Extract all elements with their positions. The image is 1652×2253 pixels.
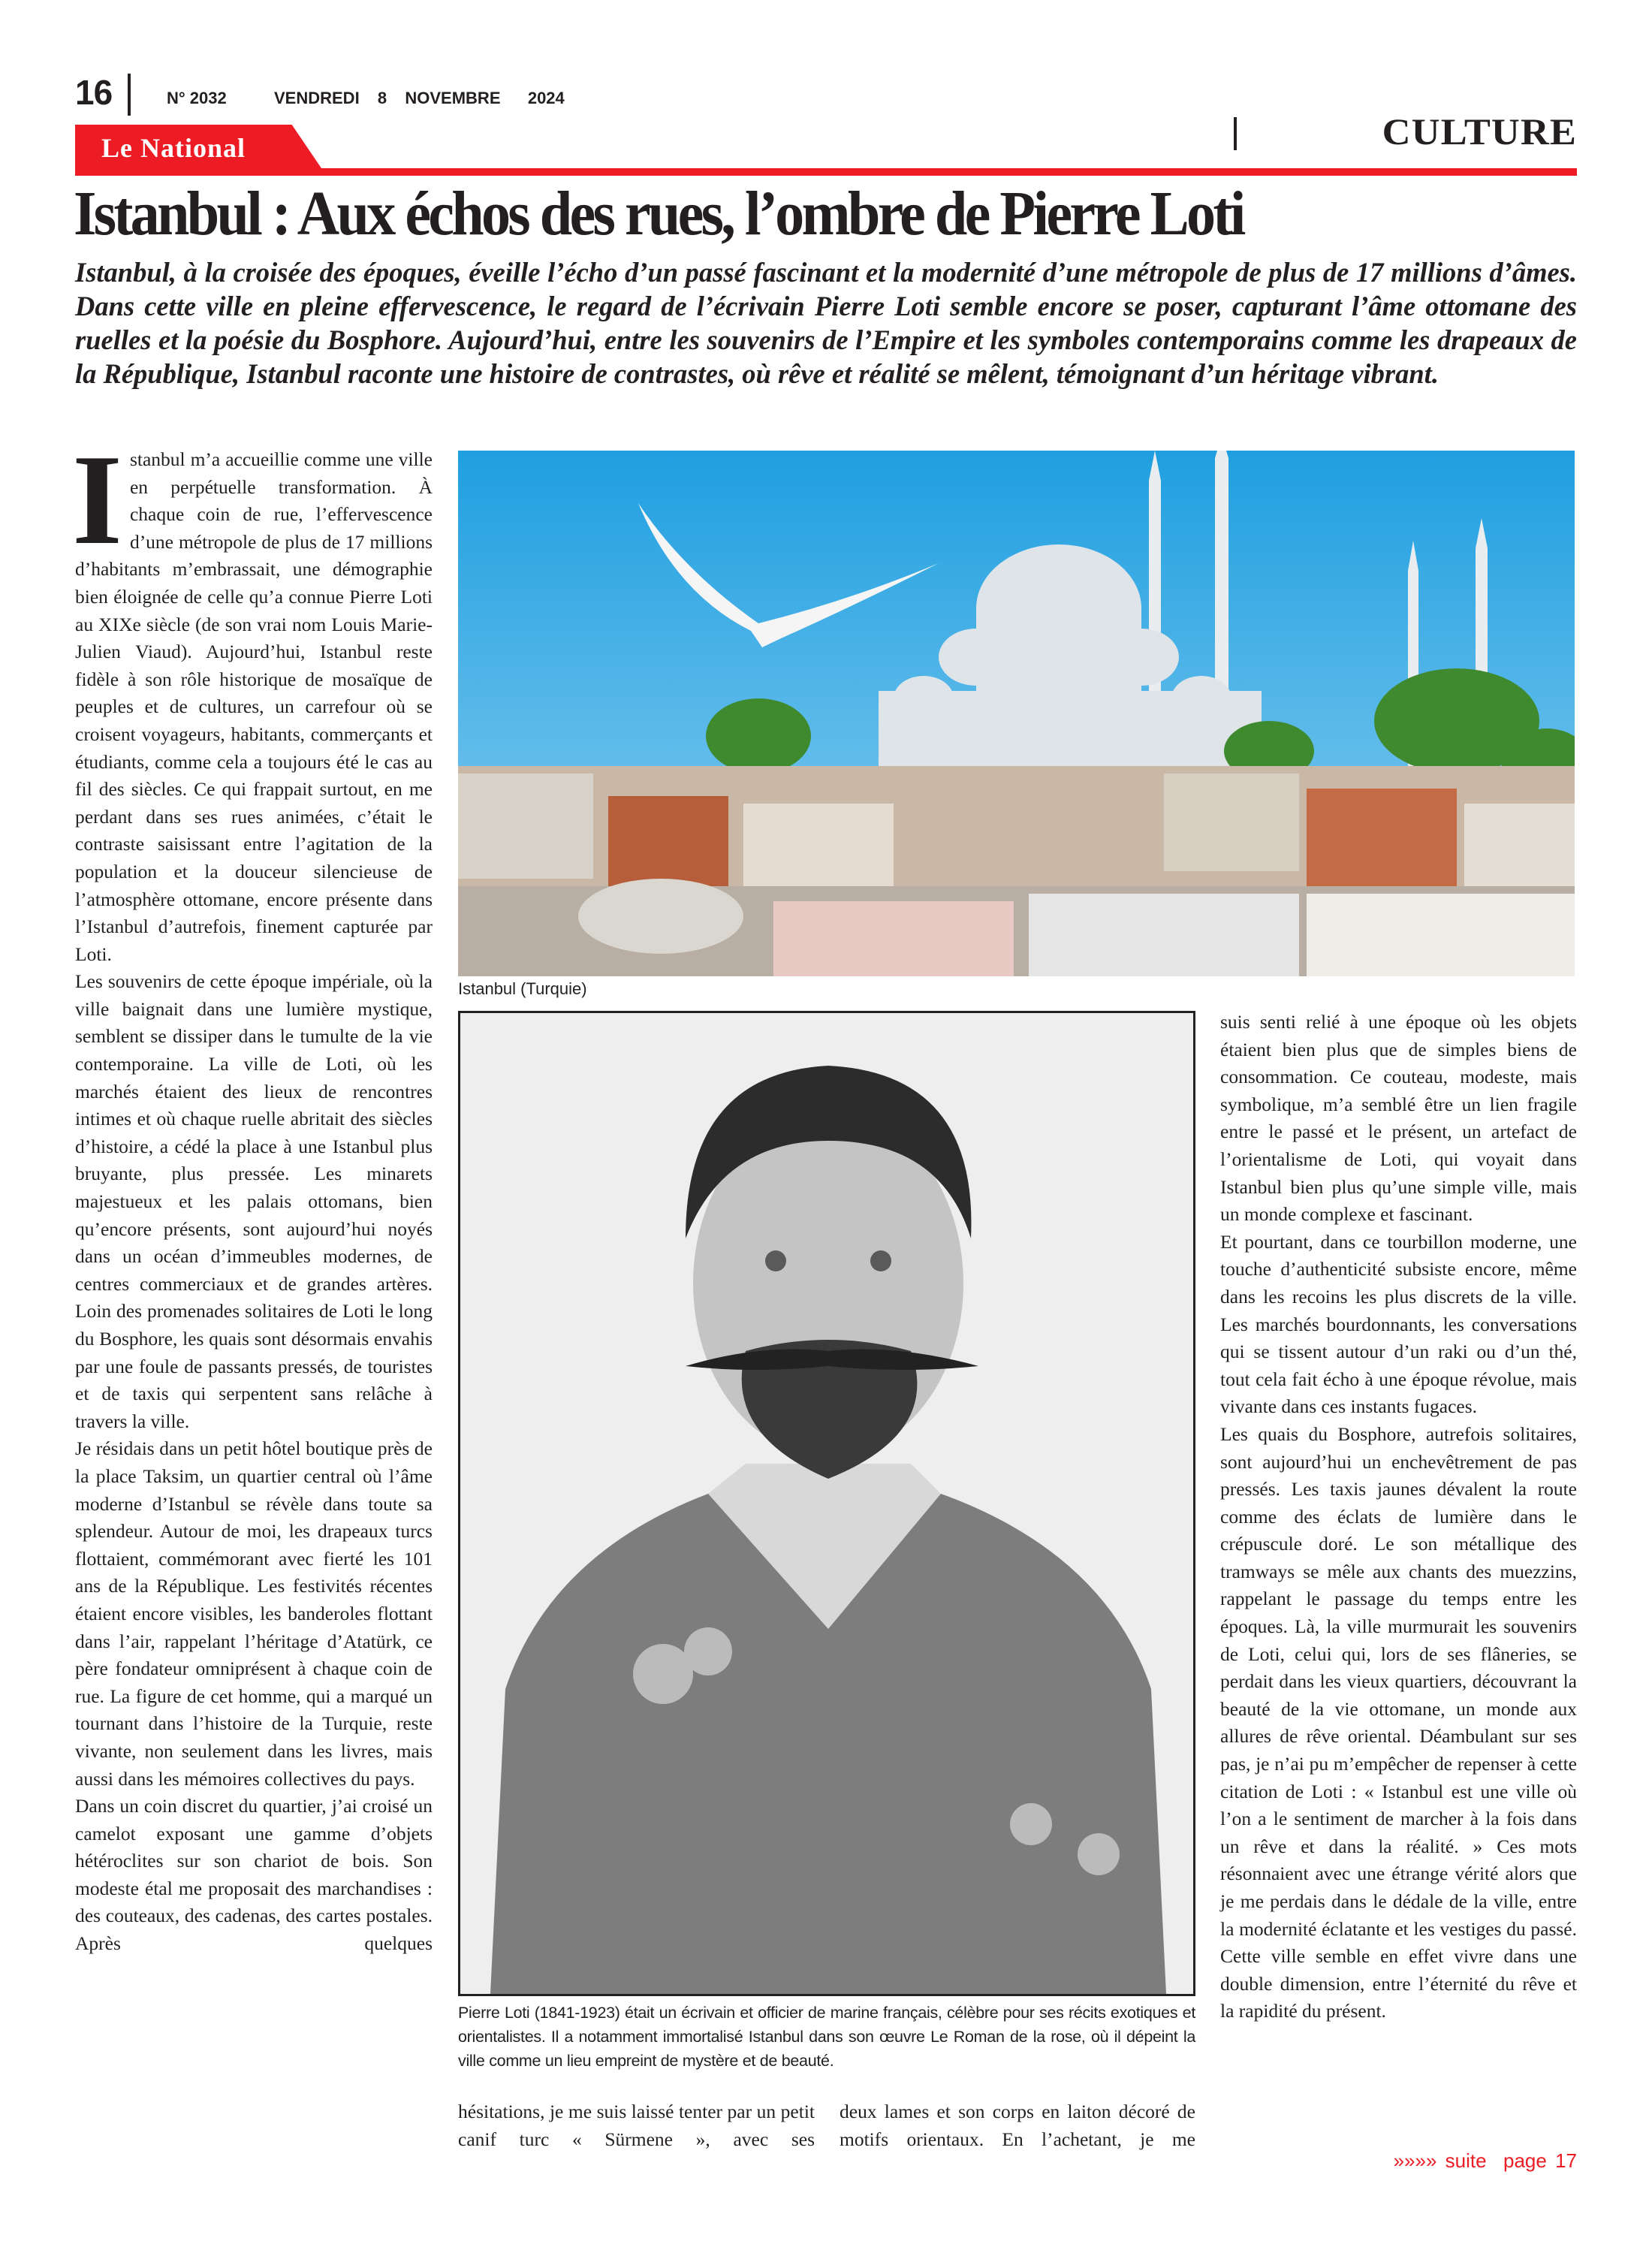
left-column — [72, 429, 433, 1958]
paragraph: Dans un coin discret du quartier, j’ai croisé un camelot exposant une gamme d’objets hétéroclites sur son chariot de bois. Son modeste étal me proposait des marchandises : des couteaux, des cadenas, des cartes postales. Après quelques — [75, 1795, 433, 1955]
divider — [128, 74, 131, 116]
paragraph-text: stanbul m’a accueillie comme une ville en perpétuelle transformation. À chaque coin de rue, l’effervescence d’une métropole de plus de 17 millions d’habitants m’embrassait, une démographie bien éloignée de celle qu’a connue Pierre Loti au XIXe siècle (de son vrai nom Louis Marie-Julien Viaud). Aujourd’hui, Istanbul reste fidèle à son rôle historique de mosaïque de peuples et de cultures, un carrefour où se croisent voyageurs, habitants, commerçants et étudiants, comme cela a toujours été le cas au fil des siècles. Ce qui frappait surtout, en me perdant dans ses rues animées, c’était le contraste saisissant entre l’agitation de la population et la douceur silencieuse de l’atmosphère ottomane, encore présente dans l’Istanbul d’autrefois, finement capturée par Loti. — [75, 448, 433, 965]
portrait-engraving-image — [460, 1013, 1193, 1994]
right-column — [1220, 1009, 1577, 2025]
paragraph — [72, 429, 433, 968]
paragraph: suis senti relié à une époque où les objets étaient bien plus que de simples biens de consommation. Ce couteau, modeste, mais symbolique, m’a semblé être un lien fragile entre le passé et le présent, un artefact de l’orientalisme de Loti, qui voyait dans Istanbul bien plus qu’une simple ville, mais un monde complexe et fascinant. — [1220, 1011, 1577, 1226]
pierre-loti-portrait — [458, 1011, 1195, 1996]
paragraph: Les quais du Bosphore, autrefois solitaires, sont aujourd’hui un enchevêtrement de pas pressés. Les taxis jaunes dévalent la route comme des éclats de lumière dans le crépuscule doré. Le son métallique des tramways se mêle aux chants des muezzins, rappelant le passage du temps entre les époques. Là, la ville murmurait les souvenirs de Loti, celui qui, lors de ses flâneries, se perdait dans les vieux quartiers, découvrant la beauté de la vie ottomane, un monde aux allures de rêve oriental. Déambulant sur ses pas, je n’ai pu m’empêcher de repenser à cette citation de Loti : « Istanbul est une ville où l’on a le sentiment de marcher à la fois dans un rêve et dans la réalité. » Ces mots résonnaient avec une étrange vérité alors que je me perdais dans le dédale de la ville, entre la modernité éclatante et les vestiges du passé. Cette ville semble en effet vivre dans une double dimension, entre l’éternité du rêve et la rapidité du présent. — [1220, 1422, 1577, 2022]
portrait-caption: Pierre Loti (1841-1923) était un écrivain et officier de marine français, célèbre pour ses récits exotiques et orientalistes. Il a notamment immortalisé Istanbul dans son œuvre Le Roman de la rose, où il dépeint la ville comme un lieu empreint de mystère et de beauté. — [458, 2004, 1195, 2070]
paragraph: Et pourtant, dans ce tourbillon moderne, une touche d’authenticité subsiste encore, même dans les recoins les plus discrets de la ville. Les marchés bourdonnants, les conversations qui se tissent autour d’un raki ou d’un thé, tout cela fait écho à une époque révolue, mais vivante dans ces instants fugaces. — [1220, 1230, 1577, 1418]
continued-on-page-link[interactable]: »»»» suite page 17 — [1393, 2149, 1577, 2172]
issue-date: VENDREDI 8 NOVEMBRE 2024 — [274, 89, 565, 107]
photo-caption: Istanbul (Turquie) — [458, 979, 587, 998]
bottom-column-a: hésitations, je me suis laissé tenter par un petit canif turc « Sürmene », avec ses — [458, 2101, 815, 2150]
bottom-column-b: deux lames et son corps en laiton décoré de motifs orientaux. En l’achetant, je me — [840, 2101, 1195, 2150]
page-number: 16 — [75, 73, 113, 112]
drop-cap: I — [72, 429, 122, 572]
article-lead: Istanbul, à la croisée des époques, éveille l’écho d’un passé fascinant et la modernité d’une métropole de plus de 17 millions d’âmes. Dans cette ville en pleine effervescence, le regard de l’écrivain Pierre Loti semble encore se poser, capturant l’âme ottomane des ruelles et la poésie du Bosphore. Aujourd’hui, entre les souvenirs de l’Empire et les symboles contemporains comme les drapeaux de la République, Istanbul raconte une histoire de contrastes, où rêve et réalité se mêlent, témoignant d’un héritage vibrant. — [75, 257, 1577, 389]
divider — [1234, 117, 1237, 150]
istanbul-photo — [458, 451, 1575, 976]
article-title: Istanbul : Aux échos des rues, l’ombre de Pierre Loti — [74, 179, 1244, 249]
section-label: CULTURE — [1382, 110, 1577, 152]
header-rule — [75, 168, 1577, 176]
paragraph: Je résidais dans un petit hôtel boutique près de la place Taksim, un quartier central où l’âme moderne d’Istanbul se révèle dans toute sa splendeur. Autour de moi, les drapeaux turcs flottaient, commémorant avec fierté les 101 ans de la République. Les festivités récentes étaient encore visibles, les banderoles flottant dans l’air, rappelant l’héritage d’Atatürk, ce père fondateur omniprésent à chaque coin de rue. La figure de cet homme, qui a marqué un tournant dans l’histoire de la Turquie, reste vivante, non seulement dans les livres, mais aussi dans les mémoires collectives du pays. — [75, 1437, 433, 1790]
issue-number: N° 2032 — [167, 89, 227, 107]
istanbul-skyline-image — [458, 451, 1575, 976]
newspaper-logo: Le National — [101, 133, 246, 163]
paragraph: Les souvenirs de cette époque impériale, où la ville baignait dans une lumière mystique, semblent se dissiper dans le tumulte de la vie contemporaine. La ville de Loti, où les marchés étaient des lieux de rencontres intimes et où chaque ruelle abritait des siècles d’histoire, a cédé la place à une Istanbul plus bruyante, plus pressée. Les minarets majestueux et les palais ottomans, bien qu’encore présents, sont aujourd’hui noyés dans un océan d’immeubles modernes, de centres commerciaux et de grandes artères. Loin des promenades solitaires de Loti le long du Bosphore, les quais sont désormais envahis par une foule de passants pressés, de touristes et de taxis qui serpentent sans relâche à travers la ville. — [75, 970, 433, 1432]
